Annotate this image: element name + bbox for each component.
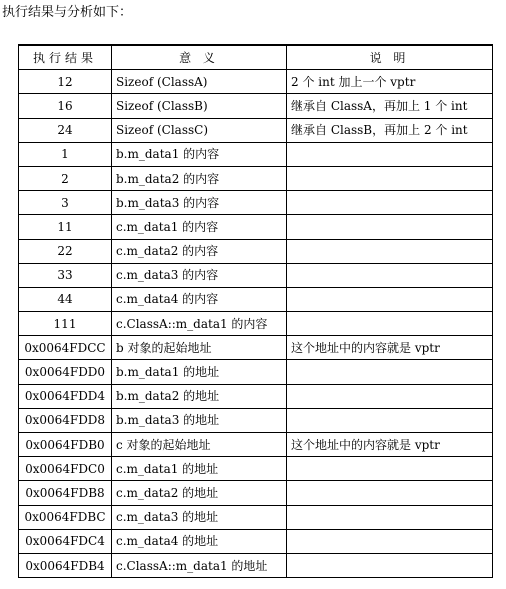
cell-meaning: b 对象的起始地址 — [112, 336, 287, 360]
cell-explain — [287, 481, 493, 505]
cell-explain: 这个地址中的内容就是 vptr — [287, 336, 493, 360]
cell-meaning: b.m_data1 的地址 — [112, 360, 287, 384]
cell-explain — [287, 529, 493, 553]
cell-explain — [287, 457, 493, 481]
table-row — [19, 360, 493, 384]
table-row — [19, 191, 493, 215]
cell-meaning: c.m_data1 的地址 — [112, 457, 287, 481]
header-result: 执行结果 — [19, 45, 112, 70]
cell-result: 0x0064FDC4 — [19, 529, 112, 553]
cell-meaning: c.m_data3 的内容 — [112, 263, 287, 287]
cell-explain — [287, 263, 493, 287]
cell-explain — [287, 384, 493, 408]
table-header-row — [19, 45, 493, 70]
cell-result: 0x0064FDCC — [19, 336, 112, 360]
cell-result: 44 — [19, 287, 112, 311]
cell-result: 0x0064FDC0 — [19, 457, 112, 481]
cell-result: 16 — [19, 94, 112, 118]
cell-explain — [287, 408, 493, 432]
cell-explain — [287, 239, 493, 263]
cell-meaning: b.m_data2 的地址 — [112, 384, 287, 408]
cell-explain — [287, 191, 493, 215]
table-row — [19, 287, 493, 311]
cell-result: 22 — [19, 239, 112, 263]
cell-meaning: b.m_data2 的内容 — [112, 166, 287, 190]
cell-meaning: c.m_data1 的内容 — [112, 215, 287, 239]
cell-meaning: c.m_data2 的地址 — [112, 481, 287, 505]
cell-meaning: b.m_data3 的内容 — [112, 191, 287, 215]
cell-meaning: c.m_data3 的地址 — [112, 505, 287, 529]
table-row — [19, 312, 493, 336]
table-row — [19, 457, 493, 481]
cell-explain — [287, 505, 493, 529]
table-row — [19, 336, 493, 360]
table-row — [19, 505, 493, 529]
cell-meaning: c.ClassA::m_data1 的内容 — [112, 312, 287, 336]
intro-text: 执行结果与分析如下： — [2, 5, 133, 20]
table-row — [19, 433, 493, 457]
cell-result: 12 — [19, 70, 112, 94]
cell-meaning: Sizeof (ClassB) — [112, 94, 287, 118]
cell-result: 3 — [19, 191, 112, 215]
table-body — [19, 70, 493, 578]
header-meaning: 意 义 — [112, 45, 287, 70]
table-row — [19, 408, 493, 432]
table-row — [19, 481, 493, 505]
cell-meaning: Sizeof (ClassA) — [112, 70, 287, 94]
cell-explain — [287, 215, 493, 239]
cell-explain: 这个地址中的内容就是 vptr — [287, 433, 493, 457]
table-row — [19, 553, 493, 577]
result-table — [18, 44, 493, 578]
cell-meaning: b.m_data3 的地址 — [112, 408, 287, 432]
table-row — [19, 263, 493, 287]
cell-explain: 继承自 ClassB，再加上 2 个 int — [287, 118, 493, 142]
cell-result: 11 — [19, 215, 112, 239]
cell-result: 0x0064FDD4 — [19, 384, 112, 408]
cell-explain — [287, 166, 493, 190]
table-row — [19, 94, 493, 118]
cell-result: 0x0064FDB8 — [19, 481, 112, 505]
cell-result: 0x0064FDD8 — [19, 408, 112, 432]
cell-explain: 继承自 ClassA，再加上 1 个 int — [287, 94, 493, 118]
cell-result: 111 — [19, 312, 112, 336]
table-row — [19, 384, 493, 408]
header-explain: 说 明 — [287, 45, 493, 70]
table-row — [19, 239, 493, 263]
cell-result: 0x0064FDBC — [19, 505, 112, 529]
table-row — [19, 70, 493, 94]
cell-result: 1 — [19, 142, 112, 166]
cell-explain — [287, 312, 493, 336]
table-row — [19, 142, 493, 166]
cell-explain: 2 个 int 加上一个 vptr — [287, 70, 493, 94]
cell-explain — [287, 142, 493, 166]
table-row — [19, 118, 493, 142]
cell-explain — [287, 360, 493, 384]
cell-explain — [287, 287, 493, 311]
cell-meaning: Sizeof (ClassC) — [112, 118, 287, 142]
table-row — [19, 215, 493, 239]
cell-meaning: b.m_data1 的内容 — [112, 142, 287, 166]
table-row — [19, 529, 493, 553]
cell-result: 0x0064FDD0 — [19, 360, 112, 384]
cell-result: 33 — [19, 263, 112, 287]
cell-meaning: c.m_data4 的地址 — [112, 529, 287, 553]
cell-meaning: c.m_data4 的内容 — [112, 287, 287, 311]
cell-result: 0x0064FDB4 — [19, 553, 112, 577]
cell-meaning: c 对象的起始地址 — [112, 433, 287, 457]
cell-explain — [287, 553, 493, 577]
cell-result: 24 — [19, 118, 112, 142]
cell-meaning: c.ClassA::m_data1 的地址 — [112, 553, 287, 577]
table-row — [19, 166, 493, 190]
cell-result: 0x0064FDB0 — [19, 433, 112, 457]
cell-meaning: c.m_data2 的内容 — [112, 239, 287, 263]
cell-result: 2 — [19, 166, 112, 190]
